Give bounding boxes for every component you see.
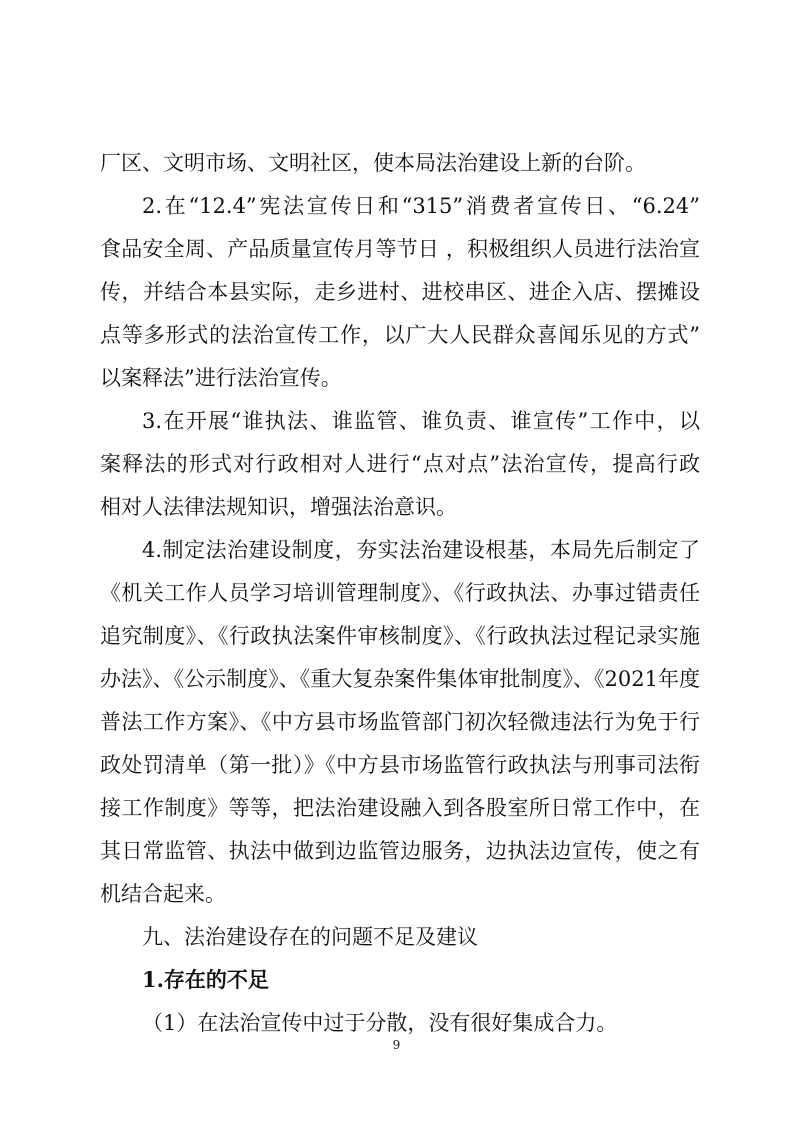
body-text-line: 2.在“12.4”宪法宣传日和“315”消费者宣传日、“6.24” bbox=[142, 194, 700, 218]
body-text-line: 接工作制度》等等，把法治建设融入到各股室所日常工作中，在 bbox=[100, 796, 700, 820]
section-heading: 九、法治建设存在的问题不足及建议 bbox=[142, 925, 478, 949]
body-text-line: 《机关工作人员学习培训管理制度》、《行政执法、办事过错责任 bbox=[100, 581, 700, 605]
body-text-line: 点等多形式的法治宣传工作，以广大人民群众喜闻乐见的方式” bbox=[100, 323, 700, 347]
body-text-line: 相对人法律法规知识，增强法治意识。 bbox=[100, 495, 457, 519]
body-text-line: 传，并结合本县实际，走乡进村、进校串区、进企入店、摆摊设 bbox=[100, 280, 700, 304]
body-text-line: 追究制度》、《行政执法案件审核制度》、《行政执法过程记录实施 bbox=[100, 624, 700, 648]
body-text-line: 普法工作方案》、《中方县市场监管部门初次轻微违法行为免于行 bbox=[100, 710, 700, 734]
body-text-line: 办法》、《公示制度》、《重大复杂案件集体审批制度》、《2021年度 bbox=[100, 667, 700, 691]
body-text-line: 厂区、文明市场、文明社区，使本局法治建设上新的台阶。 bbox=[100, 151, 646, 175]
body-text-line: 政处罚清单（第一批）》《中方县市场监管行政执法与刑事司法衔 bbox=[100, 753, 700, 777]
page-number: 9 bbox=[392, 1038, 401, 1052]
body-text-line: 3.在开展“谁执法、谁监管、谁负责、谁宣传”工作中，以 bbox=[142, 409, 700, 433]
body-text-line: （1）在法治宣传中过于分散，没有很好集成合力。 bbox=[142, 1011, 618, 1035]
body-text-line: 机结合起来。 bbox=[100, 882, 226, 906]
body-text-line: 案释法的形式对行政相对人进行“点对点”法治宣传，提高行政 bbox=[100, 452, 700, 476]
subsection-heading: 1.存在的不足 bbox=[142, 967, 269, 992]
body-text-line: 其日常监管、执法中做到边监管边服务，边执法边宣传，使之有 bbox=[100, 839, 700, 863]
body-text-line: 以案释法”进行法治宣传。 bbox=[100, 366, 342, 390]
body-text-line: 食品安全周、产品质量宣传月等节日 ，积极组织人员进行法治宣 bbox=[100, 237, 700, 261]
body-text-line: 4.制定法治建设制度，夯实法治建设根基，本局先后制定了 bbox=[142, 538, 700, 562]
